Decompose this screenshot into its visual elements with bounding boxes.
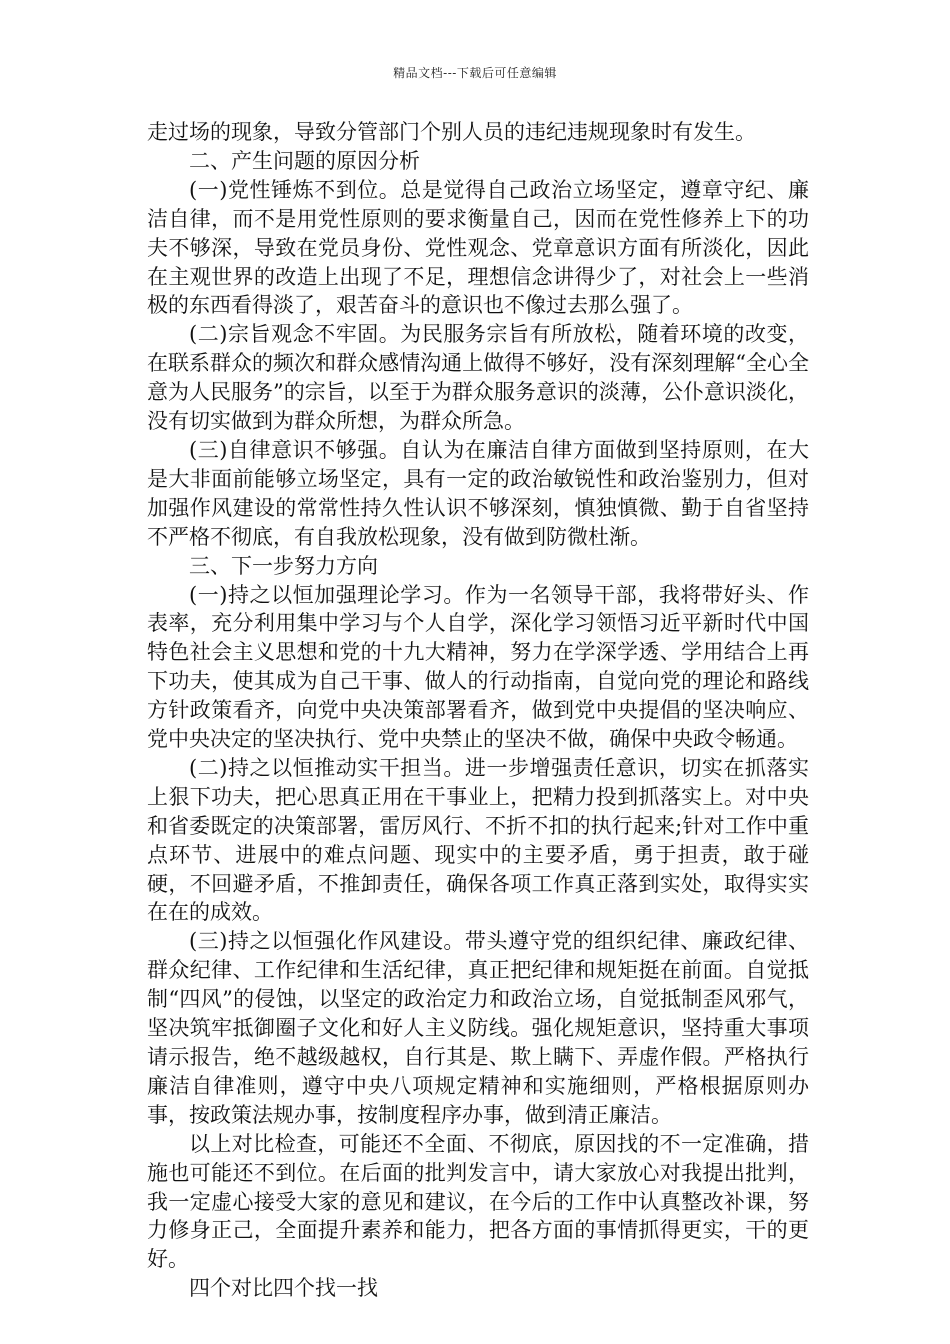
paragraph-purpose-concept: (二)宗旨观念不牢固。为民服务宗旨有所放松，随着环境的改变，在联系群众的频次和群众感情沟通上做得不够好，没有深刻理解“全心全意为人民服务”的宗旨，以至于为群众服务意识的淡薄，公仆意识淡化，没有切实做到为群众所想，为群众所急。	[147, 322, 809, 434]
section-heading-causes: 二、产生问题的原因分析	[189, 148, 420, 173]
page-header: 精品文档---下载后可任意编辑	[393, 66, 557, 80]
paragraph-continuation: 走过场的现象，导致分管部门个别人员的违纪违规现象时有发生。	[147, 120, 756, 144]
paragraph-self-discipline: (三)自律意识不够强。自认为在廉洁自律方面做到坚持原则，在大是大非面前能够立场坚定，具有一定的政治敏锐性和政治鉴别力，但对加强作风建设的常常性持久性认识不够深刻，慎独慎微、勤于自省坚持不严格不彻底，有自我放松现象，没有做到防微杜渐。	[147, 437, 809, 549]
paragraph-conclusion: 以上对比检查，可能还不全面、不彻底，原因找的不一定准确，措施也可能还不到位。在后面的批判发言中，请大家放心对我提出批判，我一定虚心接受大家的意见和建议，在今后的工作中认真整改补课，努力修身正己，全面提升素养和能力，把各方面的事情抓得更实，干的更好。	[147, 1131, 809, 1272]
paragraph-party-spirit: (一)党性锤炼不到位。总是觉得自己政治立场坚定，遵章守纪、廉洁自律，而不是用党性原则的要求衡量自己，因而在党性修养上下的功夫不够深，导致在党员身份、党性观念、党章意识方面有所淡化，因此在主观世界的改造上出现了不足，理想信念讲得少了，对社会上一些消极的东西看得淡了，艰苦奋斗的意识也不像过去那么强了。	[147, 177, 809, 318]
paragraph-theory-study: (一)持之以恒加强理论学习。作为一名领导干部，我将带好头、作表率，充分利用集中学习与个人自学，深化学习领悟习近平新时代中国特色社会主义思想和党的十九大精神，努力在学深学透、学用结合上再下功夫，使其成为自己干事、做人的行动指南，自觉向党的理论和路线方针政策看齐，向党中央决策部署看齐，做到党中央提倡的坚决响应、党中央决定的坚决执行、党中央禁止的坚决不做，确保中央政令畅通。	[147, 582, 809, 752]
section-heading-next-steps: 三、下一步努力方向	[189, 553, 378, 578]
section-heading-four-comparisons: 四个对比四个找一找	[189, 1276, 378, 1301]
document-body	[147, 118, 809, 1303]
paragraph-work-style: (三)持之以恒强化作风建设。带头遵守党的组织纪律、廉政纪律、群众纪律、工作纪律和生活纪律，真正把纪律和规矩挺在前面。自觉抵制“四风”的侵蚀，以坚定的政治定力和政治立场，自觉抵制歪风邪气，坚决筑牢抵御圈子文化和好人主义防线。强化规矩意识，坚持重大事项请示报告，绝不越级越权，自行其是、欺上瞒下、弄虚作假。严格执行廉洁自律准则，遵守中央八项规定精神和实施细则，严格根据原则办事，按政策法规办事，按制度程序办事，做到清正廉洁。	[147, 929, 809, 1127]
paragraph-practical-work: (二)持之以恒推动实干担当。进一步增强责任意识，切实在抓落实上狠下功夫，把心思真正用在干事业上，把精力投到抓落实上。对中央和省委既定的决策部署，雷厉风行、不折不扣的执行起来;针对工作中重点环节、进展中的难点问题、现实中的主要矛盾，勇于担责，敢于碰硬，不回避矛盾，不推卸责任，确保各项工作真正落到实处，取得实实在在的成效。	[147, 755, 809, 925]
